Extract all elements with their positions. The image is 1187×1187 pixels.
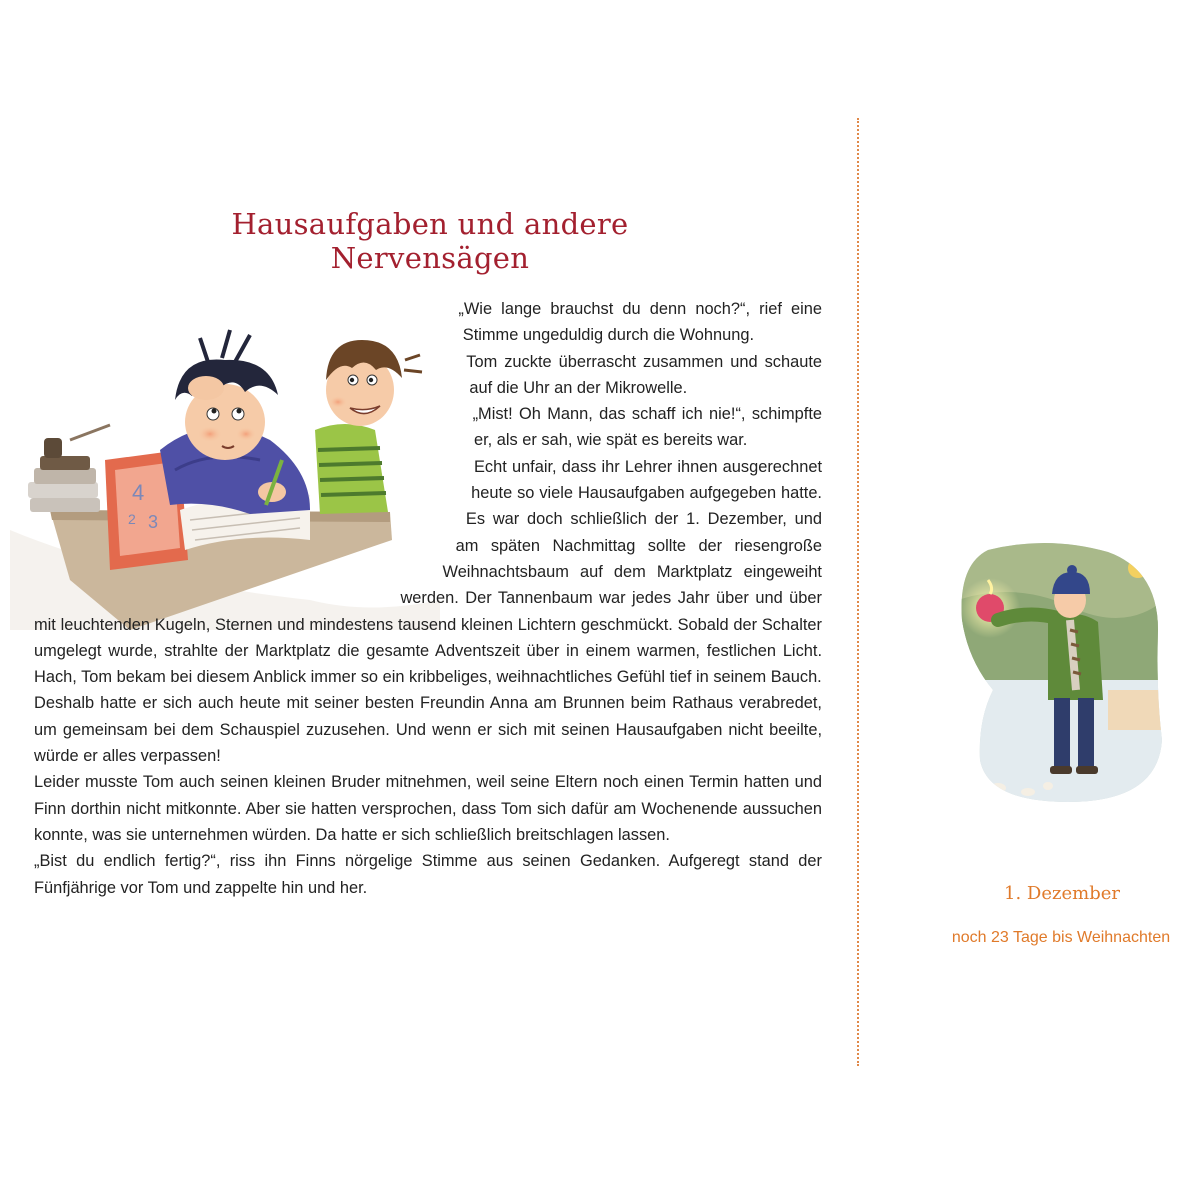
calendar-date: 1. Dezember <box>1004 883 1120 904</box>
paragraph-1: „Wie lange brauchst du denn noch?“, rief eine Stimme ungeduldig durch die Wohnung. <box>458 300 822 345</box>
days-countdown: noch 23 Tage bis Weihnachten <box>951 929 1171 946</box>
calendar-digit-4: 4 <box>132 480 145 505</box>
calendar-digit-2: 2 <box>128 511 136 527</box>
illustration-text-wrap <box>34 296 474 626</box>
paragraph-4: Echt unfair, dass ihr Lehrer ihnen ausgerechnet heute so viele Hausaufgaben aufgegeben hatte. Es war doch schließlich der 1. Dezember, und am späten Nachmittag sollte der riesengroße Weihnachtsbaum auf dem Marktplatz eingeweiht werden. Der Tannenbaum war jedes Jahr über und über mit leuchtenden Kugeln, Sternen und mindestens tausend kleinen Lichtern geschmückt. Sobald der Schalter umgelegt wurde, strahlte der Marktplatz die gesamte Adventszeit über in einem warmen, festlichen Licht. Hach, Tom bekam bei diesem Anblick immer so ein kribbeliges, weihnachtliches Gefühl tief in seinem Bauch. <box>34 457 822 687</box>
paragraph-6: Leider musste Tom auch seinen kleinen Bruder mitnehmen, weil seine Eltern noch einen Termin hatten und Finn dorthin nicht mitkonnte. Aber sie hatten versprochen, dass Tom sich dafür am Wochenende aussuchen konnte, was sie unternehmen würden. Da hatte er sich schließlich breitschlagen lassen. <box>34 773 822 844</box>
paragraph-7: „Bist du endlich fertig?“, riss ihn Finns nörgelige Stimme aus seinen Gedanken. Aufgeregt stand der Fünfjährige vor Tom und zappelte hin und her. <box>34 852 822 897</box>
chapter-title: Hausaufgaben und andere Nervensägen <box>231 207 629 275</box>
paragraph-2: Tom zuckte überrascht zusammen und schaute auf die Uhr an der Mikrowelle. <box>466 352 822 397</box>
calendar-digit-3: 3 <box>148 512 159 532</box>
lantern-boy-illustration <box>958 540 1164 804</box>
story-text <box>34 296 822 901</box>
paragraph-5: Deshalb hatte er sich auch heute mit seiner besten Freundin Anna am Brunnen beim Rathaus verabredet, um gemeinsam bei dem Schauspiel zuzusehen. Und wenn er sich mit seinen Hausaufgaben nicht beeilte, würde er alles verpassen! <box>34 694 822 766</box>
paragraph-3: „Mist! Oh Mann, das schaff ich nie!“, schimpfte er, als er sah, wie spät es bereits war. <box>472 405 822 450</box>
page-divider <box>857 118 859 1066</box>
